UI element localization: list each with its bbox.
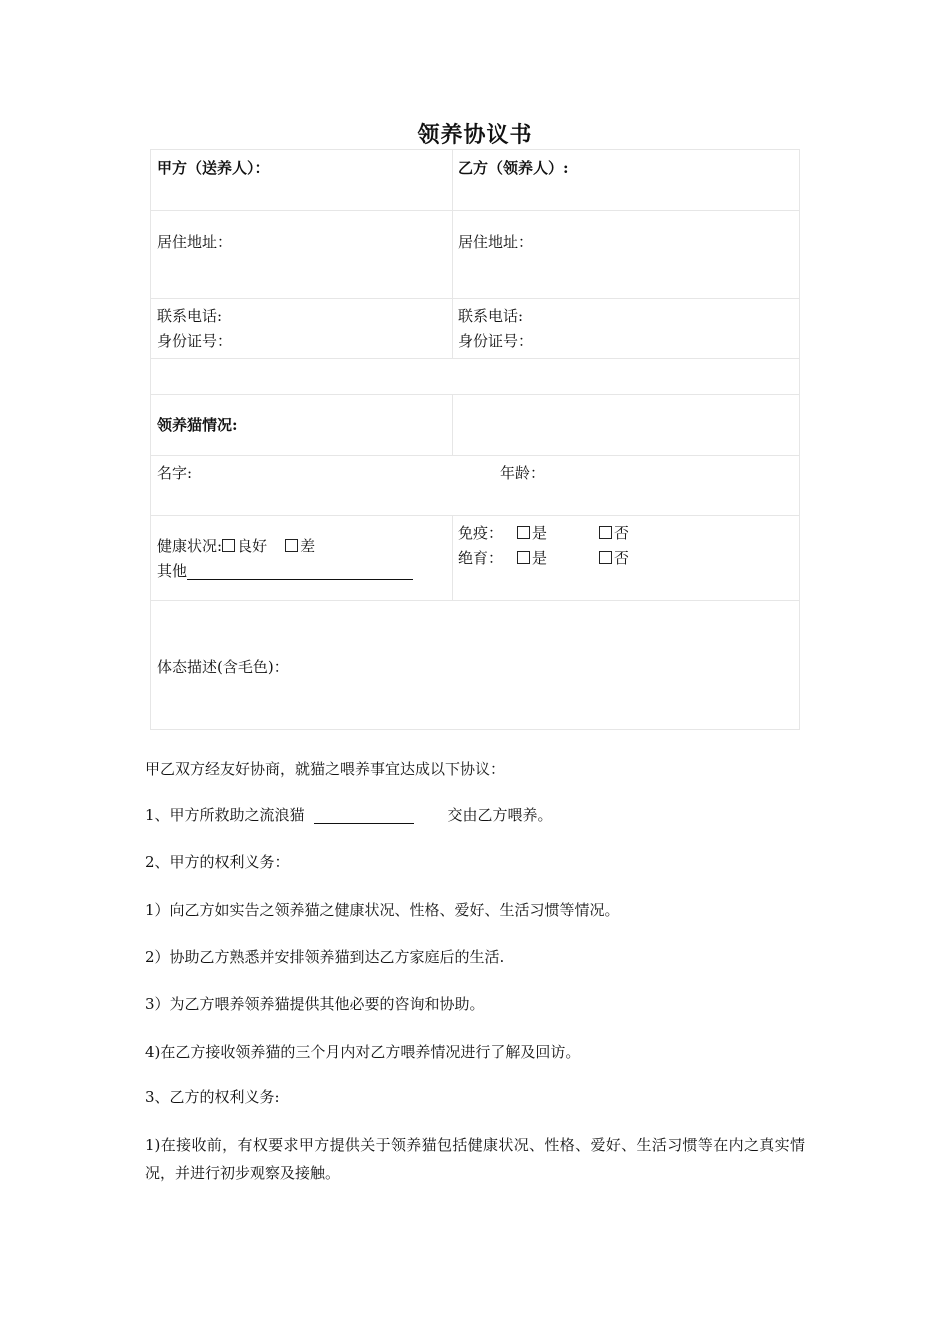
- health-good-checkbox[interactable]: [222, 539, 235, 552]
- row-divider: [151, 298, 799, 299]
- column-divider: [452, 150, 453, 358]
- party-b-phone-label: 联系电话:: [458, 307, 524, 325]
- party-a-phone-label: 联系电话:: [157, 307, 223, 325]
- vaccine-label: 免疫：: [458, 524, 504, 542]
- party-b-id-label: 身份证号：: [458, 332, 534, 350]
- page-title: 领养协议书: [417, 122, 533, 148]
- clause-2-item-4: 4)在乙方接收领养猫的三个月内对乙方喂养情况进行了解及回访。: [145, 1043, 581, 1061]
- row-divider: [151, 515, 799, 516]
- row-divider: [151, 210, 799, 211]
- row-divider: [151, 358, 799, 359]
- party-b-address-label: 居住地址：: [458, 233, 534, 251]
- clause-2-item-3: 3）为乙方喂养领养猫提供其他必要的咨询和协助。: [145, 995, 485, 1013]
- adoption-form-table: [150, 149, 800, 730]
- column-divider: [452, 394, 453, 455]
- health-good-label: 良好: [237, 537, 268, 555]
- clause-3-item-1: 1)在接收前，有权要求甲方提供关于领养猫包括健康状况、性格、爱好、生活习惯等在内之真实情况，并进行初步观察及接触。: [145, 1136, 805, 1182]
- vaccine-no-checkbox[interactable]: [599, 526, 612, 539]
- other-label: 其他: [157, 562, 188, 580]
- neuter-label: 绝育：: [458, 549, 504, 567]
- body-description-label: 体态描述(含毛色)：: [157, 658, 289, 676]
- clause-2-heading: 2、甲方的权利义务：: [145, 853, 290, 871]
- neuter-no-label: 否: [614, 549, 630, 567]
- agreement-intro: 甲乙双方经友好协商，就猫之喂养事宜达成以下协议：: [145, 760, 506, 778]
- clause-2-item-1: 1）向乙方如实告之领养猫之健康状况、性格、爱好、生活习惯等情况。: [145, 901, 620, 919]
- health-status-row: [157, 534, 315, 559]
- party-b-label: 乙方（领养人）:: [458, 159, 569, 177]
- neuter-row: [458, 546, 629, 571]
- clause-1-tail: 交由乙方喂养。: [447, 806, 553, 824]
- neuter-no-checkbox[interactable]: [599, 551, 612, 564]
- party-a-id-label: 身份证号：: [157, 332, 233, 350]
- clause-1: [145, 802, 805, 828]
- other-row: [157, 559, 413, 584]
- neuter-yes-label: 是: [532, 549, 548, 567]
- cat-blank-line[interactable]: [314, 805, 414, 824]
- party-a-label: 甲方（送养人）：: [157, 159, 270, 177]
- clause-3-heading: 3、乙方的权利义务:: [145, 1088, 280, 1106]
- clause-1-text: 1、甲方所救助之流浪猫: [145, 806, 305, 824]
- health-status-label: 健康状况:: [157, 537, 223, 555]
- other-blank-line[interactable]: [187, 561, 413, 580]
- cat-age-label: 年龄：: [500, 464, 546, 482]
- vaccine-yes-checkbox[interactable]: [517, 526, 530, 539]
- clause-2-item-2: 2）协助乙方熟悉并安排领养猫到达乙方家庭后的生活.: [145, 948, 505, 966]
- vaccine-no-label: 否: [614, 524, 630, 542]
- cat-name-label: 名字:: [157, 464, 193, 482]
- row-divider: [151, 600, 799, 601]
- health-poor-checkbox[interactable]: [285, 539, 298, 552]
- vaccine-yes-label: 是: [532, 524, 548, 542]
- health-poor-label: 差: [300, 537, 316, 555]
- cat-section-heading: 领养猫情况:: [157, 416, 238, 434]
- column-divider: [452, 515, 453, 600]
- vaccine-row: [458, 521, 629, 546]
- neuter-yes-checkbox[interactable]: [517, 551, 530, 564]
- row-divider: [151, 394, 799, 395]
- party-a-address-label: 居住地址：: [157, 233, 233, 251]
- row-divider: [151, 455, 799, 456]
